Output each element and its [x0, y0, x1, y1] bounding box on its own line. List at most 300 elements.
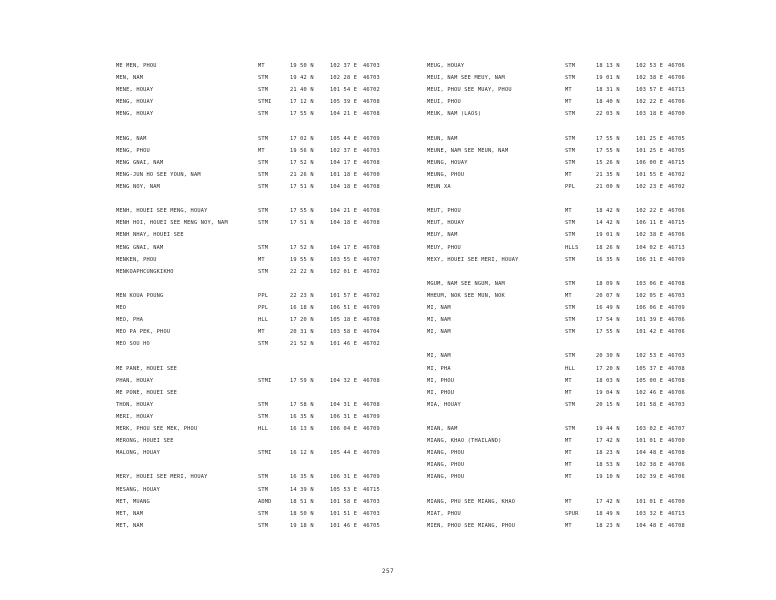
- place-name: MENG NOY, NAM: [116, 184, 161, 190]
- longitude: 103 57 E: [636, 87, 664, 94]
- longitude: 102 37 E: [330, 147, 358, 154]
- place-name: MENH HOI, HOUEI SEE MENG NOY, NAM: [116, 220, 228, 227]
- longitude: 102 37 E: [330, 63, 358, 69]
- longitude: 101 42 E: [636, 329, 664, 336]
- longitude: 102 46 E: [636, 389, 664, 396]
- latitude: 14 42 N: [596, 220, 620, 227]
- latitude: 19 56 N: [290, 147, 314, 154]
- latitude: 17 55 N: [290, 208, 314, 215]
- latitude: 15 26 N: [596, 159, 620, 166]
- map-reference: 46715: [363, 486, 380, 493]
- longitude: 101 46 E: [330, 522, 358, 529]
- feature-code: MT: [565, 438, 572, 445]
- feature-code: STM: [565, 63, 576, 69]
- latitude: 18 03 N: [596, 377, 620, 384]
- longitude: 106 06 E: [636, 305, 664, 311]
- place-name: ME PONE, HOUEI SEE: [116, 389, 178, 396]
- place-name: MESANG, HOUAY: [116, 486, 161, 493]
- latitude: 18 50 N: [290, 510, 314, 517]
- feature-code: MT: [258, 256, 265, 263]
- longitude: 101 55 E: [636, 171, 664, 178]
- latitude: 18 42 N: [596, 208, 620, 215]
- feature-code: MT: [565, 462, 572, 469]
- latitude: 18 31 N: [596, 87, 620, 94]
- map-reference: 46702: [363, 292, 380, 299]
- feature-code: STM: [258, 159, 269, 166]
- longitude: 102 39 E: [636, 474, 664, 481]
- place-name: MIANG, KHAO (THAILAND): [427, 438, 502, 445]
- latitude: 17 58 N: [290, 401, 314, 408]
- longitude: 102 38 E: [636, 462, 664, 469]
- longitude: 102 38 E: [636, 232, 664, 239]
- feature-code: STM: [258, 522, 269, 529]
- feature-code: MT: [565, 389, 572, 396]
- map-reference: 46708: [363, 159, 380, 166]
- longitude: 105 18 E: [330, 317, 358, 324]
- feature-code: MT: [565, 208, 572, 215]
- longitude: 101 01 E: [636, 438, 664, 445]
- longitude: 101 39 E: [636, 317, 664, 324]
- latitude: 17 59 N: [290, 377, 314, 384]
- latitude: 19 04 N: [596, 389, 620, 396]
- map-reference: 46706: [668, 389, 685, 396]
- latitude: 19 55 N: [290, 256, 314, 263]
- map-reference: 46705: [668, 147, 685, 154]
- place-name: MERI, HOUAY: [116, 413, 154, 420]
- latitude: 18 40 N: [596, 99, 620, 106]
- longitude: 106 31 E: [636, 256, 664, 263]
- feature-code: MT: [565, 498, 572, 505]
- place-name: MEN KOUA POUNG: [116, 292, 164, 299]
- place-name: MEN, NAM: [116, 75, 144, 82]
- longitude: 106 04 E: [330, 426, 358, 432]
- latitude: 17 42 N: [596, 438, 620, 445]
- feature-code: MT: [565, 522, 572, 529]
- map-reference: 46708: [668, 450, 685, 457]
- latitude: 21 35 N: [596, 171, 620, 178]
- place-name: MEUI, NAM SEE MEUY, NAM: [427, 75, 505, 82]
- map-reference: 46702: [363, 87, 380, 94]
- latitude: 17 52 N: [290, 159, 314, 166]
- map-reference: 46708: [363, 317, 380, 324]
- map-reference: 46703: [363, 63, 380, 69]
- feature-code: STM: [258, 220, 269, 227]
- place-name: MERK, PHOU SEE MEK, PHOU: [116, 426, 198, 432]
- feature-code: MT: [565, 99, 572, 106]
- map-reference: 46703: [668, 292, 685, 299]
- place-name: ME MEN, PHOU: [116, 63, 157, 69]
- place-name: MEUY, PHOU: [427, 244, 461, 251]
- feature-code: HLLS: [565, 244, 579, 251]
- place-name: MEUNG, PHOU: [427, 171, 465, 178]
- place-name: MEUN XA: [427, 184, 451, 190]
- feature-code: STM: [565, 232, 576, 239]
- longitude: 105 37 E: [636, 365, 664, 372]
- feature-code: PPL: [565, 184, 576, 190]
- latitude: 18 23 N: [596, 522, 620, 529]
- feature-code: MT: [565, 377, 572, 384]
- feature-code: STM: [258, 135, 269, 142]
- longitude: 102 23 E: [636, 184, 664, 190]
- place-name: MEO PA PEK, PHOU: [116, 329, 171, 336]
- longitude: 104 21 E: [330, 208, 358, 215]
- feature-code: STM: [258, 184, 269, 190]
- map-reference: 46703: [363, 510, 380, 517]
- place-name: MIANG, PHU SEE MIANG, KHAO: [427, 498, 516, 505]
- feature-code: STM: [565, 75, 576, 82]
- feature-code: STM: [258, 474, 269, 481]
- map-reference: 46715: [668, 220, 685, 227]
- longitude: 101 18 E: [330, 171, 358, 178]
- longitude: 106 31 E: [330, 413, 358, 420]
- longitude: 104 48 E: [636, 522, 664, 529]
- longitude: 101 58 E: [330, 498, 358, 505]
- longitude: 102 01 E: [330, 268, 358, 275]
- longitude: 104 18 E: [330, 220, 358, 227]
- map-reference: 46708: [363, 401, 380, 408]
- map-reference: 46706: [668, 232, 685, 239]
- map-reference: 46708: [363, 111, 380, 118]
- feature-code: STMI: [258, 99, 272, 106]
- latitude: 17 42 N: [596, 498, 620, 505]
- place-name: MIAT, PHOU: [427, 510, 461, 517]
- place-name: MI, NAM: [427, 317, 451, 324]
- map-reference: 46706: [668, 474, 685, 481]
- place-name: MEUNG, HOUAY: [427, 159, 468, 166]
- map-reference: 46706: [668, 75, 685, 82]
- latitude: 16 49 N: [596, 305, 620, 311]
- feature-code: STM: [565, 401, 576, 408]
- longitude: 105 44 E: [330, 135, 358, 142]
- latitude: 20 07 N: [596, 292, 620, 299]
- latitude: 17 51 N: [290, 184, 314, 190]
- place-name: MIEN, PHOU SEE MIANG, PHOU: [427, 522, 516, 529]
- map-reference: 46708: [668, 280, 685, 287]
- place-name: MI, NAM: [427, 329, 451, 336]
- feature-code: PPL: [258, 305, 269, 311]
- feature-code: STM: [565, 280, 576, 287]
- map-reference: 46708: [363, 184, 380, 190]
- map-reference: 46707: [668, 426, 685, 432]
- latitude: 17 55 N: [290, 111, 314, 118]
- feature-code: MT: [565, 474, 572, 481]
- map-reference: 46708: [363, 208, 380, 215]
- feature-code: STMI: [258, 450, 272, 457]
- latitude: 19 44 N: [596, 426, 620, 432]
- longitude: 102 22 E: [636, 99, 664, 106]
- place-name: MI, NAM: [427, 353, 451, 360]
- feature-code: STM: [258, 75, 269, 82]
- feature-code: STM: [565, 353, 576, 360]
- feature-code: MT: [565, 292, 572, 299]
- place-name: MEUY, NAM: [427, 232, 458, 239]
- place-name: MEO SOU HO: [116, 341, 150, 348]
- latitude: 19 01 N: [596, 75, 620, 82]
- longitude: 106 51 E: [330, 305, 358, 311]
- latitude: 16 35 N: [290, 413, 314, 420]
- feature-code: MT: [565, 171, 572, 178]
- map-reference: 46715: [668, 159, 685, 166]
- place-name: MGUM, NAM SEE NGUM, NAM: [427, 280, 505, 287]
- feature-code: SPUR: [565, 510, 579, 517]
- map-reference: 46706: [668, 99, 685, 106]
- map-reference: 46709: [363, 474, 380, 481]
- map-reference: 46700: [668, 111, 685, 118]
- place-name: MI, PHA: [427, 365, 451, 372]
- longitude: 101 46 E: [330, 341, 358, 348]
- latitude: 17 55 N: [596, 329, 620, 336]
- longitude: 103 02 E: [636, 426, 664, 432]
- map-reference: 46706: [668, 329, 685, 336]
- map-reference: 46709: [363, 305, 380, 311]
- map-reference: 46708: [363, 244, 380, 251]
- place-name: MENG GNAI, NAM: [116, 244, 164, 251]
- place-name: THON, HOUAY: [116, 401, 154, 408]
- longitude: 102 53 E: [636, 63, 664, 69]
- latitude: 17 54 N: [596, 317, 620, 324]
- place-name: MI, NAM: [427, 305, 451, 311]
- latitude: 17 55 N: [596, 135, 620, 142]
- feature-code: STM: [258, 244, 269, 251]
- longitude: 103 32 E: [636, 510, 664, 517]
- latitude: 17 55 N: [596, 147, 620, 154]
- map-reference: 46707: [363, 256, 380, 263]
- latitude: 17 02 N: [290, 135, 314, 142]
- longitude: 102 38 E: [636, 75, 664, 82]
- longitude: 104 21 E: [330, 111, 358, 118]
- map-reference: 46702: [363, 268, 380, 275]
- feature-code: STM: [565, 329, 576, 336]
- place-name: MEUT, HOUAY: [427, 220, 465, 227]
- place-name: MEXY, HOUEI SEE MERI, HOUAY: [427, 256, 519, 263]
- longitude: 104 48 E: [636, 450, 664, 457]
- latitude: 16 12 N: [290, 450, 314, 457]
- map-reference: 46702: [668, 171, 685, 178]
- latitude: 17 20 N: [290, 317, 314, 324]
- map-reference: 46709: [363, 426, 380, 432]
- map-reference: 46705: [668, 135, 685, 142]
- map-reference: 46700: [668, 498, 685, 505]
- feature-code: STM: [258, 510, 269, 517]
- place-name: PHAN, HOUAY: [116, 377, 154, 384]
- latitude: 18 49 N: [596, 510, 620, 517]
- feature-code: STMI: [258, 377, 272, 384]
- latitude: 18 51 N: [290, 498, 314, 505]
- feature-code: STM: [258, 111, 269, 118]
- map-reference: 46700: [363, 171, 380, 178]
- latitude: 19 42 N: [290, 75, 314, 82]
- longitude: 106 31 E: [330, 474, 358, 481]
- feature-code: STM: [258, 268, 269, 275]
- longitude: 105 39 E: [330, 99, 358, 106]
- place-name: MENKEN, PHOU: [116, 256, 157, 263]
- place-name: MEO, PHA: [116, 317, 144, 324]
- latitude: 18 26 N: [596, 244, 620, 251]
- latitude: 19 10 N: [596, 474, 620, 481]
- map-reference: 46703: [363, 498, 380, 505]
- feature-code: HLL: [565, 365, 576, 372]
- map-reference: 46700: [668, 438, 685, 445]
- feature-code: HLL: [258, 317, 269, 324]
- place-name: MENG, HOUAY: [116, 99, 154, 106]
- latitude: 16 35 N: [290, 474, 314, 481]
- latitude: 16 18 N: [290, 305, 314, 311]
- map-reference: 46713: [668, 510, 685, 517]
- latitude: 17 12 N: [290, 99, 314, 106]
- map-reference: 46713: [668, 244, 685, 251]
- latitude: 17 52 N: [290, 244, 314, 251]
- map-reference: 46702: [363, 341, 380, 348]
- feature-code: STM: [258, 401, 269, 408]
- longitude: 103 58 E: [330, 329, 358, 336]
- place-name: MEUN, NAM: [427, 135, 458, 142]
- place-name: MIANG, PHOU: [427, 462, 465, 469]
- longitude: 101 25 E: [636, 147, 664, 154]
- place-name: MENG, NAM: [116, 135, 147, 142]
- map-reference: 46708: [363, 377, 380, 384]
- longitude: 104 31 E: [330, 401, 358, 408]
- feature-code: STM: [258, 87, 269, 94]
- map-reference: 46706: [668, 462, 685, 469]
- feature-code: STM: [258, 413, 269, 420]
- latitude: 17 51 N: [290, 220, 314, 227]
- longitude: 104 32 E: [330, 377, 358, 384]
- longitude: 102 28 E: [330, 75, 358, 82]
- longitude: 105 44 E: [330, 450, 358, 457]
- feature-code: STM: [565, 426, 576, 432]
- place-name: MEUT, PHOU: [427, 208, 461, 215]
- place-name: MEUK, NAM (LAOS): [427, 111, 482, 118]
- latitude: 20 15 N: [596, 401, 620, 408]
- place-name: MIA, HOUAY: [427, 401, 461, 408]
- latitude: 19 50 N: [290, 63, 314, 69]
- place-name: MENG-JUN HO SEE YOUN, NAM: [116, 171, 201, 178]
- map-reference: 46713: [668, 87, 685, 94]
- feature-code: STM: [565, 256, 576, 263]
- map-reference: 46709: [363, 413, 380, 420]
- place-name: MIANG, PHOU: [427, 474, 465, 481]
- map-reference: 46702: [668, 184, 685, 190]
- feature-code: STM: [258, 486, 269, 493]
- place-name: MENE, HOUAY: [116, 87, 154, 94]
- place-name: MEO: [116, 305, 127, 311]
- longitude: 105 53 E: [330, 486, 358, 493]
- feature-code: STM: [565, 317, 576, 324]
- place-name: MALONG, HOUAY: [116, 450, 161, 457]
- feature-code: MT: [565, 450, 572, 457]
- place-name: MIAN, NAM: [427, 426, 458, 432]
- place-name: MENG, PHOU: [116, 147, 150, 154]
- latitude: 21 26 N: [290, 171, 314, 178]
- feature-code: STM: [565, 147, 576, 154]
- latitude: 19 18 N: [290, 522, 314, 529]
- longitude: 106 00 E: [636, 159, 664, 166]
- map-reference: 46709: [668, 305, 685, 311]
- place-name: MET, NAM: [116, 522, 144, 529]
- longitude: 102 53 E: [636, 353, 664, 360]
- longitude: 103 55 E: [330, 256, 358, 263]
- map-reference: 46703: [363, 147, 380, 154]
- map-reference: 46708: [668, 377, 685, 384]
- longitude: 102 05 E: [636, 292, 664, 299]
- latitude: 16 13 N: [290, 426, 314, 432]
- latitude: 20 31 N: [290, 329, 314, 336]
- map-reference: 46708: [668, 365, 685, 372]
- latitude: 16 35 N: [596, 256, 620, 263]
- longitude: 104 17 E: [330, 244, 358, 251]
- place-name: MEUI, PHOU: [427, 99, 461, 106]
- longitude: 105 00 E: [636, 377, 664, 384]
- place-name: MENH NHAY, HOUEI SEE: [116, 232, 184, 239]
- place-name: MERY, HOUEI SEE MERI, HOUAY: [116, 474, 208, 481]
- map-reference: 46703: [668, 401, 685, 408]
- latitude: 18 53 N: [596, 462, 620, 469]
- feature-code: ADMD: [258, 498, 272, 505]
- latitude: 19 01 N: [596, 232, 620, 239]
- latitude: 22 03 N: [596, 111, 620, 118]
- feature-code: STM: [258, 341, 269, 348]
- longitude: 102 22 E: [636, 208, 664, 215]
- map-reference: 46706: [668, 208, 685, 215]
- feature-code: MT: [258, 147, 265, 154]
- map-reference: 46709: [668, 256, 685, 263]
- latitude: 14 39 N: [290, 486, 314, 493]
- feature-code: STM: [258, 171, 269, 178]
- feature-code: MT: [258, 63, 265, 69]
- place-name: MET, MUANG: [116, 498, 150, 505]
- place-name: MI, PHOU: [427, 377, 455, 384]
- map-reference: 46703: [668, 353, 685, 360]
- map-reference: 46704: [363, 329, 380, 336]
- longitude: 101 01 E: [636, 498, 664, 505]
- map-reference: 46706: [668, 63, 685, 69]
- longitude: 103 06 E: [636, 280, 664, 287]
- feature-code: STM: [565, 111, 576, 118]
- feature-code: STM: [565, 159, 576, 166]
- latitude: 22 22 N: [290, 268, 314, 275]
- feature-code: STM: [565, 305, 576, 311]
- map-reference: 46709: [363, 450, 380, 457]
- map-reference: 46708: [668, 522, 685, 529]
- longitude: 104 18 E: [330, 184, 358, 190]
- longitude: 104 02 E: [636, 244, 664, 251]
- latitude: 17 20 N: [596, 365, 620, 372]
- feature-code: PPL: [258, 292, 269, 299]
- place-name: MERONG, HOUEI SEE: [116, 438, 174, 445]
- place-name: MET, NAM: [116, 510, 144, 517]
- page-number: 257: [381, 568, 395, 575]
- map-reference: 46706: [668, 317, 685, 324]
- feature-code: MT: [258, 329, 265, 336]
- place-name: MENH, HOUEI SEE MENG, HOUAY: [116, 208, 208, 215]
- map-reference: 46708: [363, 220, 380, 227]
- feature-code: HLL: [258, 426, 269, 432]
- latitude: 21 00 N: [596, 184, 620, 190]
- latitude: 18 13 N: [596, 63, 620, 69]
- feature-code: STM: [565, 135, 576, 142]
- feature-code: STM: [565, 220, 576, 227]
- place-name: MEUG, HOUAY: [427, 63, 465, 69]
- map-reference: 46708: [363, 99, 380, 106]
- place-name: MENKOAPHCUNGKIKHO: [116, 268, 174, 275]
- place-name: MHEUM, NOK SEE MUN, NOK: [427, 292, 505, 299]
- place-name: ME PANE, HOUEI SEE: [116, 365, 178, 372]
- latitude: 20 30 N: [596, 353, 620, 360]
- place-name: MEUI, PHOU SEE MUAY, PHOU: [427, 87, 512, 94]
- latitude: 21 40 N: [290, 87, 314, 94]
- latitude: 22 23 N: [290, 292, 314, 299]
- longitude: 101 51 E: [330, 510, 358, 517]
